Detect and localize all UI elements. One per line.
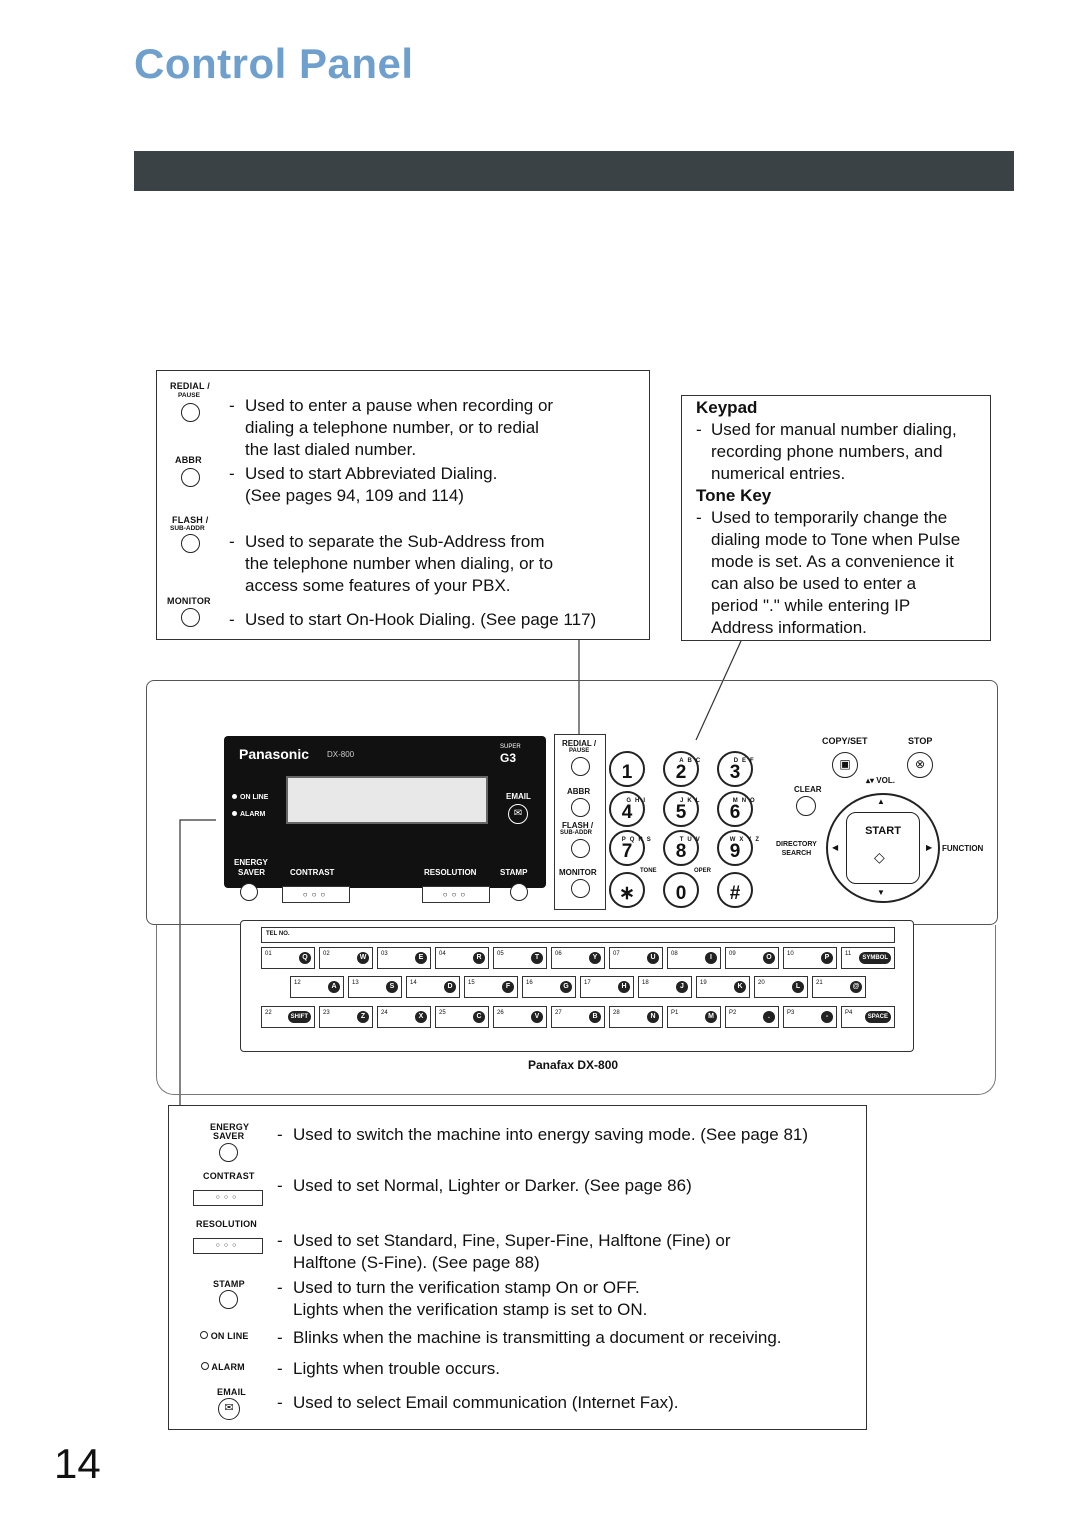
one-touch-number: 14 [410,980,417,986]
desc-line: Used to start On-Hook Dialing. (See page 117) [245,610,597,629]
desc-line: dialing a telephone number, or to redial [245,418,539,437]
desc-line: Used to select Email communication (Internet Fax). [293,1393,679,1412]
one-touch-key[interactable] [522,976,576,998]
one-touch-key[interactable] [609,947,663,969]
one-touch-letter: D [444,981,456,993]
one-touch-letter: H [618,981,630,993]
desc-line: Used to switch the machine into energy saving mode. (See page 81) [293,1125,809,1144]
on-line-label: ON LINE [200,1331,249,1341]
up-arrow-icon: ▲ [877,797,885,806]
one-touch-number: 27 [555,1010,562,1016]
energy-saver-icon [219,1143,238,1162]
one-touch-number: 23 [323,1010,330,1016]
tone-line: period "." while entering IP [711,596,911,615]
contrast-label: CONTRAST [203,1171,255,1181]
resolution-slider-icon: ○○○ [193,1238,263,1254]
one-touch-number: 19 [700,980,707,986]
keypad-1[interactable]: 1 [609,751,645,787]
one-touch-letter: Y [589,952,601,964]
one-touch-key[interactable] [609,1006,663,1028]
one-touch-key[interactable] [261,1006,315,1028]
one-touch-key[interactable] [696,976,750,998]
tone-line: Address information. [711,618,867,637]
clear-button[interactable] [796,796,816,816]
start-button[interactable]: START ◇ [846,812,920,884]
one-touch-letter: X [415,1011,427,1023]
one-touch-number: 16 [526,980,533,986]
one-touch-number: 24 [381,1010,388,1016]
oper-label: OPER [694,868,712,874]
keypad-hash[interactable]: # [717,872,753,908]
stamp-label: STAMP [500,868,528,877]
contrast-label: CONTRAST [290,868,335,877]
one-touch-number: 17 [584,980,591,986]
sub-addr-label: SUB-ADDR [170,525,205,532]
model-label: DX-800 [327,750,355,759]
email-button[interactable]: ✉ [508,804,528,824]
brand-logo: Panasonic [239,746,310,762]
on-line-label: ON LINE [240,794,269,801]
on-line-led-icon [232,794,237,799]
tone-line: Used to temporarily change the [711,508,948,527]
one-touch-key[interactable] [406,976,460,998]
one-touch-letter: E [415,952,427,964]
left-arrow-icon: ◀ [832,843,839,852]
one-touch-keyboard [240,920,914,1052]
one-touch-letter: K [734,981,746,993]
saver-label: SAVER [213,1131,245,1141]
lcd-screen [286,776,488,824]
one-touch-key[interactable] [493,1006,547,1028]
one-touch-letter: @ [850,981,862,993]
upper-left-callout: REDIAL / PAUSE ABBR FLASH / SUB-ADDR MONITOR - Used to enter a pause when recording or dialing a telephone number, or to redial the last dialed number. - Used to start Abbreviated Dialing. (See pages 94, 109 and 114) - Used to separate the Sub-Address from the telephone number when dialing, or to access some features of your PBX. - Used to start On-Hook Dialing. (See page 117) [156,370,650,640]
one-touch-key[interactable] [754,976,808,998]
one-touch-letter: M [705,1011,717,1023]
one-touch-number: 12 [294,980,301,986]
redial-pause-button[interactable] [571,757,590,776]
one-touch-letter: W [357,952,369,964]
stamp-button[interactable] [510,883,528,901]
one-touch-key[interactable] [841,947,895,969]
one-touch-number: 26 [497,1010,504,1016]
saver-label: SAVER [238,868,265,877]
one-touch-key[interactable] [377,947,431,969]
one-touch-number: 22 [265,1010,272,1016]
one-touch-letter: S [386,981,398,993]
alarm-label: ALARM [201,1362,245,1372]
one-touch-number: 03 [381,951,388,957]
one-touch-number: P2 [729,1010,737,1016]
one-touch-letter: Z [357,1011,369,1023]
function-label: FUNCTION [942,844,984,853]
one-touch-number: 25 [439,1010,446,1016]
pause-label: PAUSE [178,392,200,399]
one-touch-letter: C [473,1011,485,1023]
one-touch-letter: N [647,1011,659,1023]
email-icon: ✉ [218,1398,240,1420]
one-touch-number: P1 [671,1010,679,1016]
keypad-2[interactable]: ABC 2 [663,751,699,787]
email-label: EMAIL [506,792,531,801]
one-touch-key[interactable] [319,947,373,969]
one-touch-letter: P [821,952,833,964]
stop-button[interactable]: ⊗ [907,752,933,778]
desc-line: Blinks when the machine is transmitting a document or receiving. [293,1328,782,1347]
one-touch-number: P3 [787,1010,795,1016]
one-touch-number: 20 [758,980,765,986]
contrast-slider[interactable]: ○○○ [282,886,350,903]
tel-no-strip: TEL NO. [261,927,895,943]
one-touch-key[interactable] [812,976,866,998]
desc-line: Used to start Abbreviated Dialing. [245,464,498,483]
alarm-led-icon [232,811,237,816]
machine-model-footer: Panafax DX-800 [528,1058,619,1072]
desc-line: (See pages 94, 109 and 114) [245,486,464,505]
one-touch-letter: I [705,952,717,964]
one-touch-key[interactable] [725,947,779,969]
display-panel [224,736,546,888]
tone-line: mode is set. As a convenience it [711,552,954,571]
monitor-button[interactable] [571,879,590,898]
keypad-5[interactable]: JKL 5 [663,791,699,827]
resolution-label: RESOLUTION [424,868,477,877]
keypad-line: Used for manual number dialing, [711,420,957,439]
one-touch-number: 08 [671,951,678,957]
desc-line: Lights when the verification stamp is set to ON. [293,1300,648,1319]
desc-line: access some features of your PBX. [245,576,511,595]
alarm-label: ALARM [240,811,266,818]
desc-line: Used to separate the Sub-Address from [245,532,545,551]
stamp-label: STAMP [213,1279,245,1289]
one-touch-number: 09 [729,951,736,957]
redial-label: REDIAL / [170,381,210,391]
keypad-line: recording phone numbers, and [711,442,943,461]
one-touch-number: 13 [352,980,359,986]
tone-line: dialing mode to Tone when Pulse [711,530,961,549]
one-touch-key[interactable] [435,947,489,969]
one-touch-key[interactable] [551,1006,605,1028]
clear-label: CLEAR [794,785,822,794]
alarm-led-icon [201,1362,209,1370]
one-touch-letter: V [531,1011,543,1023]
one-touch-key[interactable] [435,1006,489,1028]
desc-line: the last dialed number. [245,440,417,459]
copy-set-button[interactable]: ▣ [832,752,858,778]
desc-line: the telephone number when dialing, or to [245,554,554,573]
one-touch-letter: . [763,1011,775,1023]
abbr-label: ABBR [175,455,202,465]
right-arrow-icon: ▶ [926,843,933,852]
one-touch-letter: B [589,1011,601,1023]
one-touch-letter: SYMBOL [859,952,891,964]
abbr-button[interactable] [571,798,590,817]
one-touch-key[interactable] [667,1006,721,1028]
start-diamond-icon: ◇ [874,849,885,865]
one-touch-key[interactable] [638,976,692,998]
function-column: REDIAL / PAUSE ABBR FLASH / SUB-ADDR MONITOR [554,734,606,910]
one-touch-letter: SHIFT [288,1011,311,1023]
one-touch-key[interactable] [841,1006,895,1028]
contrast-slider-icon: ○○○ [193,1190,263,1206]
one-touch-key[interactable] [783,1006,837,1028]
tone-key-heading: Tone Key [696,486,772,505]
one-touch-key[interactable] [580,976,634,998]
vol-label[interactable]: ▴▾ VOL. [866,776,895,785]
one-touch-letter: Q [299,952,311,964]
one-touch-key[interactable] [290,976,344,998]
keypad-3[interactable]: DEF 3 [717,751,753,787]
keypad-line: numerical entries. [711,464,846,483]
one-touch-key[interactable] [551,947,605,969]
one-touch-number: 10 [787,951,794,957]
resolution-label: RESOLUTION [196,1219,258,1229]
desc-line: Halftone (S-Fine). (See page 88) [293,1253,540,1272]
one-touch-key[interactable] [725,1006,779,1028]
desc-line: Used to set Standard, Fine, Super-Fine, Halftone (Fine) or [293,1231,731,1250]
monitor-label: MONITOR [167,596,211,606]
one-touch-letter: U [647,952,659,964]
keypad-heading: Keypad [696,398,758,417]
on-line-led-icon [200,1331,208,1339]
one-touch-letter: L [792,981,804,993]
page-title: Control Panel [134,40,414,87]
email-label: EMAIL [217,1387,246,1397]
lower-callout: ENERGY SAVER CONTRAST ○○○ RESOLUTION ○○○ STAMP ON LINE ALARM EMAIL ✉ - Used to switch the machine into energy saving mode. (See page 81) - Used to set Normal, Lighter or Darker. (See page 86) - Used to set Standard, Fine, Super-Fine, Halftone (Fine) or Halftone (S-Fine). (See page 88) - Used to turn the verification stamp On or OFF. Lights when the verification stamp is set to ON. - Blinks when the machine is transmitting a document or receiving. - Lights when trouble occurs. - Used to select Email communication (Internet Fax). [168,1105,867,1430]
one-touch-number: 18 [642,980,649,986]
directory-search-label: DIRECTORY SEARCH [776,841,817,857]
desc-line: Used to enter a pause when recording or [245,396,554,415]
energy-label: ENERGY [234,858,268,867]
one-touch-key[interactable] [319,1006,373,1028]
upper-right-callout: Keypad - Used for manual number dialing, recording phone numbers, and numerical entries. Tone Key - Used to temporarily change the dialing mode to Tone when Pulse mode is set. As a convenience it can also be used to enter a period "." while entering IP Address information. [681,395,991,641]
flash-label: FLASH / [172,515,209,525]
one-touch-key[interactable] [783,947,837,969]
desc-line: Used to turn the verification stamp On or OFF. [293,1278,640,1297]
keypad-8[interactable]: TUV 8 [663,830,699,866]
one-touch-number: 01 [265,951,272,957]
desc-line: Used to set Normal, Lighter or Darker. (See page 86) [293,1176,692,1195]
super-label: SUPER [500,744,521,750]
one-touch-letter: O [763,952,775,964]
keypad-7[interactable]: PQRS 7 [609,830,645,866]
tone-label: TONE [640,868,657,874]
one-touch-key[interactable] [377,1006,431,1028]
keypad-6[interactable]: MNO 6 [717,791,753,827]
one-touch-number: 06 [555,951,562,957]
one-touch-number: 11 [845,951,852,957]
stop-label: STOP [908,736,933,746]
page-number: 14 [54,1440,101,1487]
keypad-0[interactable]: 0 [663,872,699,908]
one-touch-key[interactable] [493,947,547,969]
one-touch-number: 07 [613,951,620,957]
keypad-4[interactable]: GHI 4 [609,791,645,827]
one-touch-letter: F [502,981,514,993]
stamp-icon [219,1290,238,1309]
down-arrow-icon: ▼ [877,888,885,897]
one-touch-number: 15 [468,980,475,986]
tone-line: can also be used to enter a [711,574,917,593]
one-touch-letter: G [560,981,572,993]
one-touch-number: 04 [439,951,446,957]
one-touch-letter: R [473,952,485,964]
flash-button[interactable] [571,839,590,858]
one-touch-number: 02 [323,951,330,957]
keypad-star[interactable]: ∗ [609,872,645,908]
one-touch-letter: SPACE [865,1011,891,1023]
one-touch-key[interactable] [667,947,721,969]
resolution-slider[interactable]: ○○○ [422,886,490,903]
one-touch-key[interactable] [261,947,315,969]
copy-set-label: COPY/SET [822,736,868,746]
one-touch-number: 28 [613,1010,620,1016]
one-touch-key[interactable] [348,976,402,998]
one-touch-letter: T [531,952,543,964]
one-touch-key[interactable] [464,976,518,998]
one-touch-number: 05 [497,951,504,957]
one-touch-number: P4 [845,1010,853,1016]
one-touch-letter: - [821,1011,833,1023]
g3-logo: G3 [500,751,517,765]
one-touch-number: 21 [816,980,823,986]
desc-line: Lights when trouble occurs. [293,1359,500,1378]
energy-label: ENERGY [210,1122,250,1132]
keypad-9[interactable]: WXYZ 9 [717,830,753,866]
energy-saver-button[interactable] [240,883,258,901]
one-touch-letter: J [676,981,688,993]
one-touch-letter: A [328,981,340,993]
